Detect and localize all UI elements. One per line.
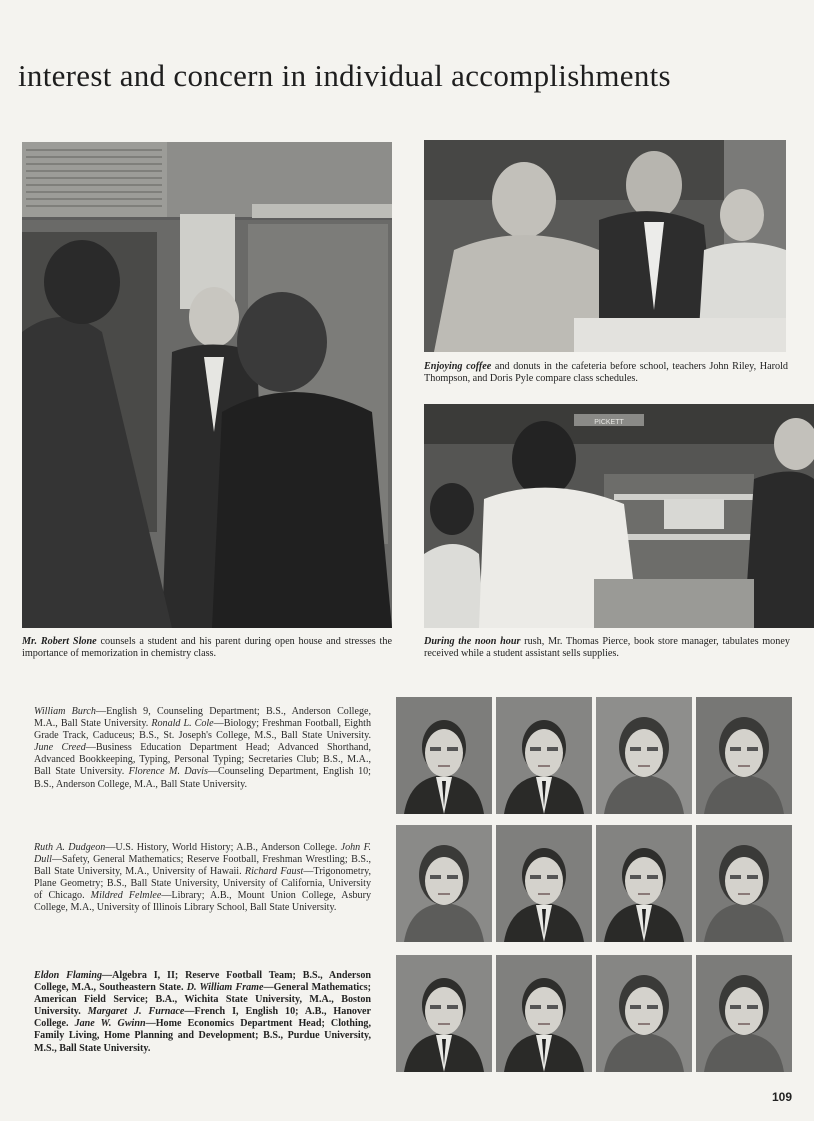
bio-text: —Business Education Department Head; Advanced Shorthand, Advanced Bookkeeping, Typing, Personal Typing; Secretaries Club; B.S., M.A., Ball State University.	[34, 742, 372, 778]
page-number: 109	[771, 1090, 792, 1104]
bio-text: —Biology; Freshman Football, Eighth Grade Track, Caduceus; B.S., St. Joseph's College, M.S., Ball State University.	[34, 718, 371, 742]
bio-name: John F. Dull	[34, 842, 371, 866]
caption-cafeteria-text: and donuts in the cafeteria before school, teachers John Riley, Harold Thompson, and Doris Pyle compare class schedules.	[424, 361, 788, 384]
bio-text: —French I, English 10; A.B., Hanover College.	[34, 1006, 371, 1030]
bio-text: —Home Economics Department Head; Clothing, Family Living, Home Planning and Development; B.S., Purdue University, M.S., Ball State University.	[34, 1018, 372, 1054]
bio-text: —General Mathematics; American Field Service; B.A., Wichita State University, M.A., Boston University.	[34, 982, 372, 1018]
page-headline: interest and concern in individual accomplishments	[18, 58, 671, 93]
faculty-portrait	[496, 825, 592, 942]
bio-text: —Trigonometry, Plane Geometry; B.S., Ball State University, University of California, University of Chicago.	[34, 866, 371, 902]
faculty-portrait	[496, 697, 592, 814]
bio-text: —Library; A.B., Mount Union College, Asbury College, M.A., University of Illinois Library School, Ball State University.	[34, 890, 371, 914]
photo-open-house	[22, 142, 392, 628]
faculty-portrait	[396, 697, 492, 814]
faculty-portrait	[696, 697, 792, 814]
bio-name: Eldon Flaming	[34, 970, 103, 981]
bio-name: Florence M. Davis	[128, 766, 208, 778]
bio-paragraph-1	[34, 706, 371, 791]
faculty-portrait	[396, 955, 492, 1072]
caption-bookstore	[424, 636, 790, 660]
faculty-portrait	[596, 955, 692, 1072]
bio-name: D. William Frame	[186, 982, 264, 994]
bio-text: —Algebra I, II; Reserve Football Team; B.S., Anderson College, M.A., Southeastern State.	[34, 970, 372, 994]
faculty-portrait	[596, 697, 692, 814]
bio-name: Ruth A. Dudgeon	[34, 842, 106, 853]
faculty-portrait	[496, 955, 592, 1072]
faculty-portrait	[396, 825, 492, 942]
bio-name: Richard Faust	[244, 866, 304, 878]
caption-bookstore-lead: During the noon hour	[424, 636, 521, 647]
photo-cafeteria	[424, 140, 786, 352]
bio-text: —Counseling Department, English 10; B.S., Anderson College, M.A., Ball State University.	[34, 766, 371, 790]
bio-name: June Creed	[34, 742, 86, 754]
bio-text: —Safety, General Mathematics; Reserve Football, Freshman Wrestling; B.S., Ball State University, M.A., University of Hawaii.	[34, 854, 371, 878]
bio-name: Mildred Felmlee	[90, 890, 162, 902]
caption-cafeteria-lead: Enjoying coffee	[424, 361, 492, 372]
bio-paragraph-3	[34, 970, 371, 1055]
bio-name: Jane W. Gwinn	[74, 1018, 146, 1030]
caption-open-house-lead: Mr. Robert Slone	[22, 636, 97, 647]
faculty-portrait	[696, 955, 792, 1072]
bio-name: Ronald L. Cole	[151, 718, 214, 730]
faculty-portrait	[596, 825, 692, 942]
photo-bookstore	[424, 404, 814, 628]
bio-name: William Burch	[34, 706, 96, 717]
caption-cafeteria	[424, 361, 788, 385]
caption-open-house-text: counsels a student and his parent during open house and stresses the importance of memorization in chemistry class.	[22, 636, 392, 659]
bookstore-sign-text: PICKETT	[594, 419, 624, 426]
bio-name: Margaret J. Furnace	[87, 1006, 185, 1018]
faculty-portrait	[696, 825, 792, 942]
bio-text: —English 9, Counseling Department; B.S., Anderson College, M.A., Ball State University.	[34, 706, 371, 730]
caption-bookstore-text: rush, Mr. Thomas Pierce, book store manager, tabulates money received while a student assistant sells supplies.	[424, 636, 790, 659]
caption-open-house	[22, 636, 392, 660]
bio-paragraph-2	[34, 842, 371, 915]
bio-text: —U.S. History, World History; A.B., Anderson College.	[105, 842, 341, 853]
